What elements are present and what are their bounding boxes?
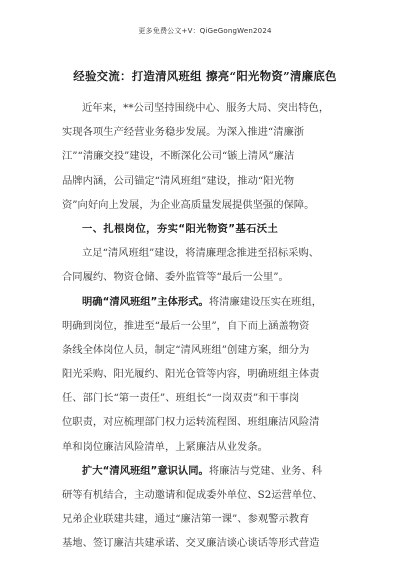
text-line: 条线全体岗位人员，制定“清风班组”创建方案，细分为 [62, 343, 310, 356]
text-span: 将清廉建设压实在班组， [208, 295, 323, 308]
paragraph-awareness [62, 459, 352, 556]
text-line: 合同履约、物资仓储、委外监管等“最后一公里”。 [62, 271, 289, 284]
text-line: 基地、签订廉洁共建承诺、交叉廉洁谈心谈话等形式营造 [62, 537, 320, 550]
text-span: 将廉洁与党建、业务、科 [208, 464, 323, 477]
section-heading: 一、扎根岗位，夯实“阳光物资”基石沃土 [82, 222, 279, 235]
paragraph-subject-form [62, 290, 352, 459]
paragraph-intro [62, 96, 352, 217]
text-line: 资”向好向上发展，为企业高质量发展提供坚强的保障。 [62, 198, 315, 211]
document-title: 经验交流：打造清风班组 擦亮“阳光物资”清廉底色 [73, 69, 337, 83]
text-line: 近年来，**公司坚持围绕中心、服务大局、突出特色， [82, 102, 330, 114]
document-body [62, 96, 352, 556]
text-line [62, 290, 352, 314]
text-line: 实现各项生产经营业务稳步发展。为深入推进“清廉浙 [62, 126, 305, 139]
paragraph-foundation [62, 241, 352, 289]
text-line: 江”“清廉交投”建设，不断深化公司“镞上清风”廉洁 [62, 150, 295, 163]
text-line: 阳光采购、阳光履约、阳光仓管等内容，明确班组主体责 [62, 368, 320, 381]
text-line: 兄弟企业联建共建，通过“廉洁第一课”、参观警示教育 [62, 513, 310, 526]
paragraph-lead: 扩大“清风班组”意识认同。 [82, 464, 209, 477]
text-line: 任、部门长“第一责任”、班组长“一岗双责”和干事岗 [62, 392, 300, 405]
text-line: 单和岗位廉洁风险清单，上紧廉洁从业发条。 [62, 440, 268, 453]
text-line: 立足“清风班组”建设，将清廉理念推进至招标采购、 [82, 247, 320, 260]
text-line: 研等有机结合，主动邀请和促成委外单位、S2运营单位、 [62, 489, 323, 501]
text-line: 明确到岗位，推进至“最后一公里”，自下而上涵盖物资 [62, 319, 310, 332]
text-line [62, 459, 352, 483]
page-header: 更多免费公文+V：QiGeGongWen2024 [138, 27, 272, 35]
text-line: 位职责，对应梳理部门权力运转流程图、班组廉洁风险清 [62, 416, 320, 429]
paragraph-lead: 明确“清风班组”主体形式。 [82, 295, 209, 308]
text-line: 品牌内涵，公司锚定“清风班组”建设，推动“阳光物 [62, 174, 295, 187]
